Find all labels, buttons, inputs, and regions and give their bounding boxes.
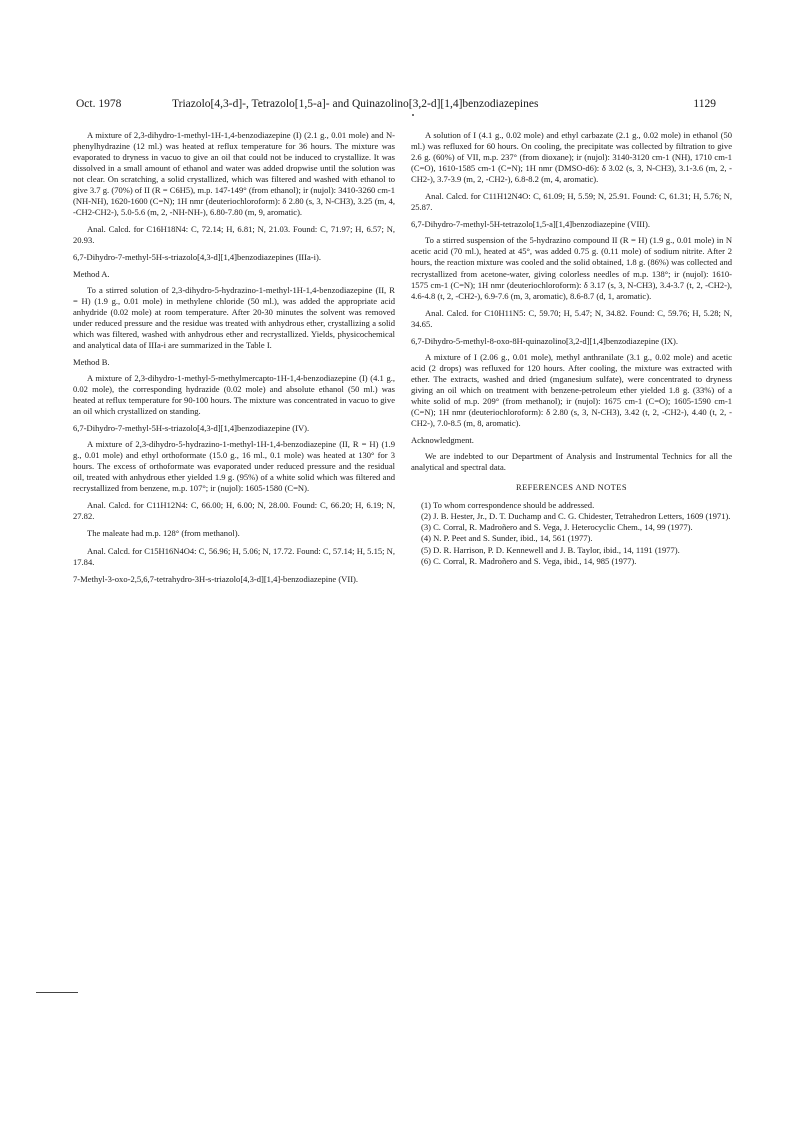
running-title: Triazolo[4,3-d]-, Tetrazolo[1,5-a]- and Quinazolino[3,2-d][1,4]benzodiazepines	[172, 98, 539, 110]
right-column	[411, 130, 732, 567]
analysis-line: Anal. Calcd. for C11H12N4O: C, 61.09; H, 5.59; N, 25.91. Found: C, 61.31; H, 5.76; N, 25.87.	[411, 191, 732, 213]
method-heading: Method B.	[73, 356, 110, 367]
reference-item: (1) To whom correspondence should be addressed.	[421, 500, 595, 511]
paragraph: To a stirred suspension of the 5-hydrazino compound II (R = H) (1.9 g., 0.01 mole) in N acetic acid (70 ml.), heated at 45°, was added 0.75 g. (0.11 mole) of sodium nitrite. After 2 hours, the reaction mixture was cooled and the solid obtained, 1.8 g. (86%) was collected and recrystallized from acetone-water, giving colorless needles of m.p. 138°; ir (nujol): 1610-1575 cm-1 (C=N); 1H nmr (deuteriochloroform): δ 3.17 (s, 3, N-CH3), 3.4-3.7 (t, 2, -CH2-), 4.6-4.8 (t, 2, -CH2-), 6.9-7.6 (m, 3, aromatic), 8.6-8.7 (d, 1, aromatic).	[411, 235, 732, 301]
reference-item: (6) C. Corral, R. Madroñero and S. Vega, ibid., 14, 985 (1977).	[421, 555, 637, 566]
method-heading: Method A.	[73, 268, 110, 279]
references-title: REFERENCES AND NOTES	[516, 482, 627, 493]
section-heading: 7-Methyl-3-oxo-2,5,6,7-tetrahydro-3H-s-triazolo[4,3-d][1,4]-benzodiazepine (VII).	[73, 573, 359, 584]
section-heading: 6,7-Dihydro-7-methyl-5H-s-triazolo[4,3-d][1,4]benzodiazepines (IIIa-i).	[73, 252, 322, 263]
paragraph: A mixture of 2,3-dihydro-1-methyl-1H-1,4-benzodiazepine (I) (2.1 g., 0.01 mole) and N-phenylhydrazine (12 ml.) was heated at reflux temperature for 36 hours. The mixture was evaporated to dryness in vacuo to give an oil that could not be induced to crystallize. It was dissolved in a small amount of ethanol and water was added dropwise until the solution was not clear. On scratching, a solid crystallized, which was filtered and washed with ethanol to give 3.7 g. (70%) of II (R = C6H5), m.p. 147-149° (from ethanol); ir (nujol): 3410-3260 cm-1 (NH-NH), 1620-1600 (C=N); 1H nmr (deuteriochloroform): δ 2.80 (s, 3, N-CH3), 3.25 (m, 4, -CH2-CH2-), 5.0-5.6 (m, 2, -NH-NH-), 6.80-7.80 (m, 9, aromatic).	[73, 130, 395, 218]
paragraph: To a stirred solution of 2,3-dihydro-5-hydrazino-1-methyl-1H-1,4-benzodiazepine (II, R = H) (1.9 g., 0.01 mole) in methylene chloride (50 ml.), was added the appropriate acid anhydride (0.02 mole) at room temperature. After 20-30 minutes the solvent was removed under reduced pressure and the residue was treated with anhydrous ether, crystallizing a solid which was filtered, washed with anhydrous ether and recrystallized. Yields, physicochemical and analytical data of IIIa-i are summarized in the Table I.	[73, 284, 395, 350]
section-heading: 6,7-Dihydro-7-methyl-5H-s-triazolo[4,3-d][1,4]benzodiazepine (IV).	[73, 423, 310, 434]
stray-mark	[412, 114, 414, 116]
paragraph: The maleate had m.p. 128° (from methanol).	[87, 528, 240, 539]
footnote-rule	[36, 992, 78, 993]
section-heading: 6,7-Dihydro-7-methyl-5H-tetrazolo[1,5-a][1,4]benzodiazepine (VIII).	[411, 219, 650, 230]
reference-item: (3) C. Corral, R. Madroñero and S. Vega, J. Heterocyclic Chem., 14, 99 (1977).	[421, 522, 693, 533]
left-column	[73, 130, 395, 590]
section-heading: 6,7-Dihydro-5-methyl-8-oxo-8H-quinazolino[3,2-d][1,4]benzodiazepine (IX).	[411, 335, 679, 346]
paragraph: A mixture of 2,3-dihydro-1-methyl-5-methylmercapto-1H-1,4-benzodiazepine (I) (4.1 g., 0.02 mole), the corresponding hydrazide (0.02 mole) and absolute ethanol (50 ml.) was heated at reflux temperature for 90-100 hours. The mixture was concentrated in vacuo to give an oil which crystallized on standing.	[73, 372, 395, 417]
issue-date: Oct. 1978	[76, 98, 122, 110]
acknowledgment-heading: Acknowledgment.	[411, 435, 474, 446]
acknowledgment-text: We are indebted to our Department of Analysis and Instrumental Technics for all the analytical and spectral data.	[411, 451, 732, 473]
reference-item: (2) J. B. Hester, Jr., D. T. Duchamp and C. G. Chidester, Tetrahedron Letters, 1609 (1971).	[421, 511, 731, 522]
references-list	[411, 500, 732, 566]
page-number: 1129	[693, 98, 716, 110]
analysis-line: Anal. Calcd. for C16H18N4: C, 72.14; H, 6.81; N, 21.03. Found: C, 71.97; H, 6.57; N, 20.93.	[73, 224, 395, 246]
reference-item: (5) D. R. Harrison, P. D. Kennewell and J. B. Taylor, ibid., 14, 1191 (1977).	[421, 544, 680, 555]
analysis-line: Anal. Calcd. for C15H16N4O4: C, 56.96; H, 5.06; N, 17.72. Found: C, 57.14; H, 5.15; N, 17.84.	[73, 545, 395, 567]
paragraph: A mixture of 2,3-dihydro-5-hydrazino-1-methyl-1H-1,4-benzodiazepine (II, R = H) (1.9 g., 0.01 mole) and ethyl orthoformate (15.0 g., 16 ml., 0.1 mole) was heated at 130° for 3 hours. The excess of orthoformate was evaporated under reduced pressure and the residual oil, treated with anhydrous ether yielded 1.9 g. (95%) of a white solid which was filtered and recrystallized from benzene, m.p. 107°; ir (nujol): 1605-1580 (C=N).	[73, 439, 395, 494]
paragraph: A solution of I (4.1 g., 0.02 mole) and ethyl carbazate (2.1 g., 0.02 mole) in ethanol (50 ml.) was refluxed for 60 hours. On cooling, the precipitate was collected by filtration to give 2.6 g. (60%) of VII, m.p. 237° (from dioxane); ir (nujol): 3140-3120 cm-1 (NH), 1710 cm-1 (C=O), 1610-1585 cm-1 (C=N); 1H nmr (DMSO-d6): δ 3.02 (s, 3, N-CH3), 3.1-3.6 (m, 2, -CH2-), 3.7-3.9 (m, 2, -CH2-), 6.8-8.2 (m, 4, aromatic).	[411, 130, 732, 185]
analysis-line: Anal. Calcd. for C10H11N5: C, 59.70; H, 5.47; N, 34.82. Found: C, 59.76; H, 5.28; N, 34.65.	[411, 307, 732, 329]
reference-item: (4) N. P. Peet and S. Sunder, ibid., 14, 561 (1977).	[421, 533, 593, 544]
analysis-line: Anal. Calcd. for C11H12N4: C, 66.00; H, 6.00; N, 28.00. Found: C, 66.20; H, 6.19; N, 27.82.	[73, 500, 395, 522]
paragraph: A mixture of I (2.06 g., 0.01 mole), methyl anthranilate (3.1 g., 0.02 mole) and acetic acid (2 drops) was refluxed for 120 hours. After cooling, the mixture was extracted with ether. The extracts, washed and dried (mganesium sulfate), were concentrated to dryness giving an oil which on treatment with benzene-petroleum ether yielded 1.8 g. (33%) of a white solid of m.p. 209° (from methanol); ir (nujol): 1675 cm-1 (C=O); 1605-1590 cm-1 (C=N); 1H nmr (deuteriochloroform): δ 2.80 (s, 3, N-CH3), 3.42 (t, 2, -CH2-), 4.40 (t, 2, -CH2-), 7.0-8.5 (m, 8, aromatic).	[411, 351, 732, 429]
